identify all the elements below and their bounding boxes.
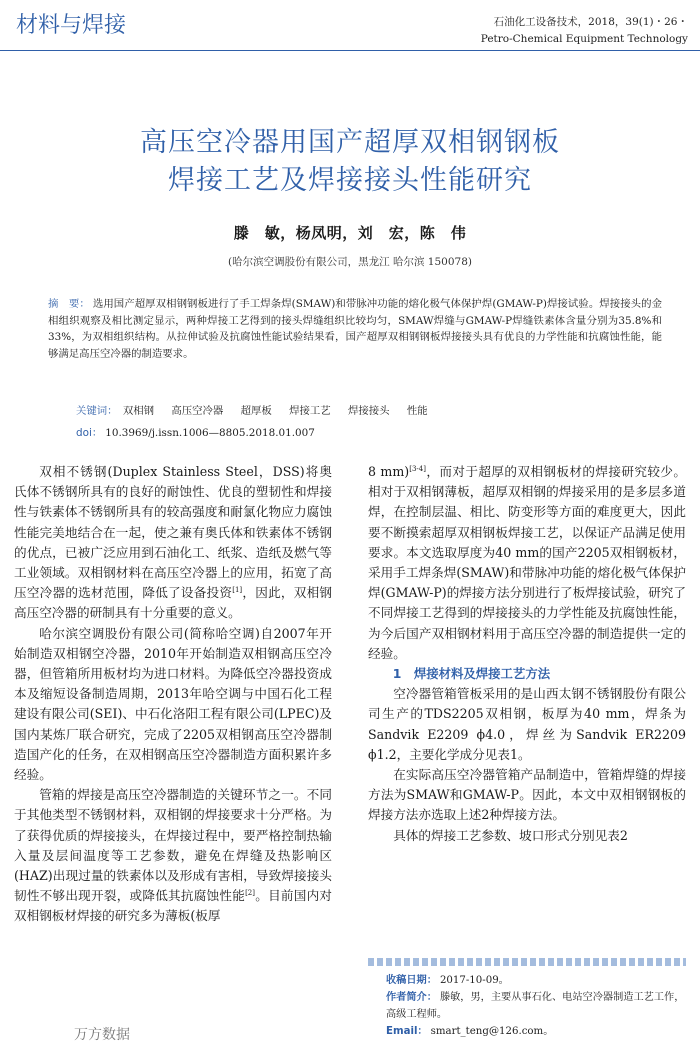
abstract-label: 摘 要： (48, 298, 90, 310)
abstract-text: 选用国产超厚双相钢钢板进行了手工焊条焊(SMAW)和带脉冲功能的熔化极气体保护焊(GMAW-P)焊接试验。焊接接头的金相组织观察及相比测定显示，两种焊接工艺得到的接头焊缝组织比较均匀，SMAW焊缝与GMAW-P焊缝铁素体含量分别为35.8%和33%，为双相组织结构。从拉伸试验及抗腐蚀性能试验结果看，国产超厚双相钢钢板焊接接头具有优良的力学性能和抗腐蚀性能，能够满足高压空冷器的制造要求。 (48, 298, 662, 360)
text-run: 管箱的焊接是高压空冷器制造的关键环节之一。不同于其他类型不锈钢材料，双相钢的焊接要求十分严格。为了获得优质的焊接接头，在焊接过程中，要严格控制热输入量及层间温度等工艺参数，避免在焊缝及热影响区(HAZ)出现过量的铁素体以及形成有害相，导致焊接接头韧性不够出现开裂，或降低其抗腐蚀性能 (14, 787, 332, 904)
abstract (48, 296, 662, 362)
text-run: 。目前国内对双相钢板材焊接的研究多为薄板(板厚 (14, 888, 333, 924)
body-column-left (14, 462, 332, 927)
citation-ref: [1] (232, 586, 243, 595)
text-run: 8 mm) (368, 464, 410, 479)
paper-title (0, 124, 700, 200)
keyword: 焊接接头 (347, 405, 390, 417)
doi (76, 424, 315, 439)
text-run: ，而对于超厚的双相钢板材的焊接研究较少。相对于双相钢薄板，超厚双相钢的焊接采用的是多层多道焊，在控制层温、相比、防变形等方面的难度更大，因此要不断摸索超厚双相钢板焊接工艺，以保证产品满足使用要求。本文选取厚度为40 mm的国产2205双相钢板材，采用手工焊条焊(SMAW)和带脉冲功能的熔化极气体保护焊(GMAW-P)的焊接方法分别进行了板焊接试验，研究了不同焊接工艺得到的焊接接头的力学性能及抗腐蚀性能，为今后国产双相钢材料用于高压空冷器的制造提供一定的经验。 (368, 464, 686, 661)
keyword: 焊接工艺 (289, 405, 331, 417)
journal-english-name: Petro-Chemical Equipment Technology (480, 33, 688, 45)
author-bio-text: 滕敏，男，主要从事石化、电站空冷器制造工艺工作，高级工程师。 (386, 992, 685, 1020)
author-email (386, 1023, 686, 1040)
doi-label: doi： (76, 427, 103, 439)
text-run: 双相不锈钢(Duplex Stainless Steel，DSS)将奥氏体不锈钢所具有的良好的耐蚀性、优良的塑韧性和焊接性与铁素体不锈钢所具有的较高强度和耐氯化物应力腐蚀性能完美地结合在一起，使之兼有奥氏体和铁素体不锈钢的优点，已被广泛应用到石油化工、纸浆、造纸及燃气等工业领域。双相钢材料在高压空冷器上的应用，拓宽了高压空冷器的选材范围，降低了设备投资 (14, 464, 332, 601)
paragraph: 空冷器管箱管板采用的是山西太钢不锈钢股份有限公司生产的TDS2205双相钢，板厚为40 mm，焊条为Sandvik E2209 ϕ4.0，焊丝为Sandvik ER2209 ϕ1.2，主要化学成分见表1。 (368, 686, 686, 762)
paragraph: 哈尔滨空调股份有限公司(简称哈空调)自2007年开始制造双相钢空冷器，2010年开始制造双相钢高压空冷器，但管箱所用板材均为进口材料。为降低空冷器投资成本及缩短设备制造周期，2013年哈空调与中国石化工程建设有限公司(SEI)、中石化洛阳工程有限公司(LPEC)及国内某炼厂联合研究，完成了2205双相钢高压空冷器制造国产化的任务，在双相钢高压空冷器制造方面积累许多经验。 (14, 625, 332, 783)
header-rule (0, 50, 700, 51)
citation-ref: [3-4] (409, 464, 426, 473)
section-heading (368, 664, 686, 684)
keyword: 双相钢 (122, 405, 155, 417)
journal-info (481, 14, 688, 48)
keyword: 高压空冷器 (171, 405, 224, 417)
received-date (386, 972, 686, 989)
doi-value: 10.3969/j.issn.1006—8805.2018.01.007 (105, 427, 315, 439)
paragraph (368, 462, 686, 664)
title-line-2: 焊接工艺及焊接接头性能研究 (168, 165, 532, 196)
author-bio-label: 作者简介： (386, 992, 437, 1003)
affiliation: (哈尔滨空调股份有限公司，黑龙江 哈尔滨 150078) (228, 256, 472, 268)
paragraph (14, 462, 332, 624)
citation-ref: [2] (245, 889, 255, 898)
body-column-right (368, 462, 686, 846)
paragraph: 在实际高压空冷器管箱产品制造中，管箱焊缝的焊接方法为SMAW和GMAW-P。因此，本文中双相钢钢板的焊接方法亦选取上述2种焊接方法。 (368, 767, 686, 823)
received-label: 收稿日期： (386, 975, 437, 986)
email-value[interactable]: smart_teng@126.com。 (430, 1026, 554, 1037)
section-title: 焊接材料及焊接工艺方法 (413, 666, 551, 682)
received-value: 2017-10-09。 (439, 975, 509, 986)
authors: 滕 敏，杨凤明，刘 宏，陈 伟 (233, 224, 467, 242)
text-run: ，因此，双相钢高压空冷器的研制具有十分重要的意义。 (14, 585, 333, 621)
footnote (386, 972, 686, 1040)
footnote-divider (368, 958, 686, 966)
email-label: Email： (386, 1026, 428, 1037)
journal-citation: 石油化工设备技术，2018，39(1)・26・ (493, 16, 688, 28)
section-label: 材料与焊接 (16, 13, 127, 38)
paragraph: 具体的焊接工艺参数、坡口形式分别见表2 (393, 827, 628, 843)
section-number: 1 (392, 666, 402, 682)
keyword: 性能 (406, 405, 428, 417)
author-bio (386, 989, 686, 1023)
keywords-label: 关键词： (76, 405, 118, 417)
watermark: 万方数据 (74, 1027, 130, 1043)
paragraph (14, 785, 332, 926)
keyword: 超厚板 (240, 405, 272, 417)
keywords (76, 402, 442, 417)
title-line-1: 高压空冷器用国产超厚双相钢钢板 (140, 127, 560, 158)
